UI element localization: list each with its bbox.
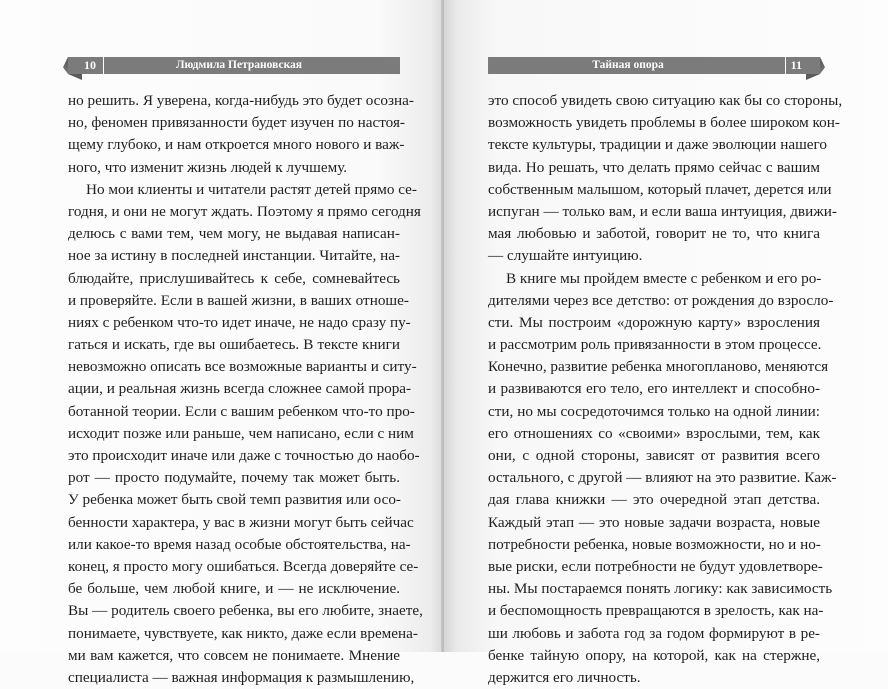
text-line: потребности ребенка, новые возможности, но и но-	[488, 535, 821, 553]
text-line: ации, и реальная жизнь всегда сложнее самой прора-	[68, 380, 412, 398]
text-line: В книге мы пройдем вместе с ребенком и его ро-	[506, 269, 822, 287]
text-line: и проверяйте. Если в вашей жизни, в ваших отноше-	[68, 291, 409, 309]
text-line: сти. Мы построим «дорожную карту» взросления	[488, 313, 820, 331]
text-line: Вы — родитель своего ребенка, вы его любите, знаете,	[68, 602, 423, 620]
left-page	[0, 0, 444, 686]
text-line: и беспомощность превращаются в зрелость, как на-	[488, 602, 824, 620]
page-number-left: 10	[84, 58, 96, 72]
text-line: вида. Но решать, что делать прямо сейчас с вашим	[488, 158, 820, 176]
text-line: и рассмотрим роль привязанности в этом процессе.	[488, 336, 822, 354]
text-line: и развиваются его тело, его интеллект и способно-	[488, 380, 820, 398]
running-head-title: Тайная опора	[592, 59, 664, 71]
left-page-body	[68, 90, 423, 689]
text-line: мая любовью и заботой, говорит не то, что книга	[488, 225, 820, 243]
text-line: делюсь с вами тем, чем могу, не выдавая написан-	[68, 225, 400, 243]
text-line: бенности характера, у вас в жизни могут быть сейчас	[68, 513, 414, 531]
text-line: ное за истину в последней инстанции. Читайте, на-	[68, 247, 400, 265]
text-line: дая глава книжки — это очередной этап детства.	[488, 491, 820, 509]
page-number-right: 11	[790, 58, 802, 72]
text-line: бе больше, чем любой книге, и — не исключение.	[68, 580, 400, 598]
text-line: ны. Мы постараемся понять логику: как зависимость	[488, 580, 833, 598]
left-running-header	[68, 57, 400, 74]
text-line: но решить. Я уверена, когда-нибудь это будет осозна-	[68, 92, 414, 109]
text-line: но, феномен привязанности будет изучен по настоя-	[68, 114, 405, 132]
text-line: держится его личность.	[488, 668, 641, 686]
text-line: его отношениях со «своими» взрослыми, тем, как	[488, 424, 820, 442]
text-line: или какое-то время назад особые обстоятельства, на-	[68, 535, 411, 553]
text-line: ного, что изменит жизнь людей к лучшему.	[68, 158, 348, 176]
running-head-author: Людмила Петрановская	[175, 59, 302, 71]
text-line: собственным малышом, который плачет, дерется или	[488, 180, 832, 198]
text-line: ши любовь и забота год за годом формируют в ре-	[488, 624, 820, 642]
text-line: вые риски, если потребности не будут удовлетворе-	[488, 557, 823, 575]
right-running-header	[488, 57, 820, 74]
text-line: Но мои клиенты и читатели растят детей прямо се-	[86, 180, 417, 198]
text-line: конец, я просто могу ошибаться. Всегда доверяйте се-	[68, 557, 419, 575]
text-line: специалиста — важная информация к размышлению,	[68, 668, 415, 686]
text-line: испуган — только вам, и если ваша интуиция, движи-	[488, 202, 837, 220]
text-line: У ребенка может быть свой темп развития или осо-	[68, 491, 401, 509]
text-line: Конечно, развитие ребенка многопланово, меняются	[488, 358, 829, 376]
text-line: это происходит иначе или даже с точностью до наобо-	[68, 447, 420, 464]
text-line: они, с одной стороны, зависят от развития всего	[488, 447, 820, 464]
text-line: остального, с другой — влияют на это развитие. Каж-	[488, 469, 837, 487]
right-page-body	[488, 90, 843, 689]
text-line: исходит позже или раньше, чем написано, если с ним	[68, 424, 414, 442]
text-line: возможность увидеть проблемы в более широком кон-	[488, 114, 840, 132]
text-line: бенке тайную опору, на которой, как на стержне,	[488, 646, 820, 664]
text-line: гаться и искать, где вы ошибаетесь. В тексте книги	[68, 336, 400, 354]
text-line: ми вам кажется, что совсем не понимаете. Мнение	[68, 646, 400, 664]
text-line: — слушайте интуицию.	[488, 247, 643, 265]
text-line: Каждый этап — это новые задачи возраста, новые	[488, 513, 820, 531]
text-line: невозможно описать все возможные варианты и ситу-	[68, 358, 417, 376]
text-line: это способ увидеть свою ситуацию как бы со стороны,	[488, 92, 843, 109]
text-line: ниях с ребенком что-то идет иначе, не надо сразу пу-	[68, 313, 411, 331]
text-line: щему глубоко, и нам откроется много нового и важ-	[68, 136, 405, 154]
text-line: ботанной теории. Если с вашим ребенком что-то про-	[68, 402, 415, 420]
text-line: рот — просто подумайте, почему так может быть.	[68, 469, 400, 487]
text-line: дителями через все детство: от рождения до взросло-	[488, 291, 834, 309]
text-line: сти, но мы сосредоточимся только на одной линии:	[488, 402, 820, 420]
text-line: блюдайте, прислушивайтесь к себе, сомневайтесь	[68, 269, 400, 287]
text-line: понимаете, чувствуете, как никто, даже если времена-	[68, 624, 418, 642]
text-line: годня, и они не могут ждать. Поэтому я прямо сегодня	[68, 202, 421, 220]
text-line: тексте культуры, традиции и даже эволюции нашего	[488, 136, 827, 154]
right-page	[444, 0, 888, 686]
